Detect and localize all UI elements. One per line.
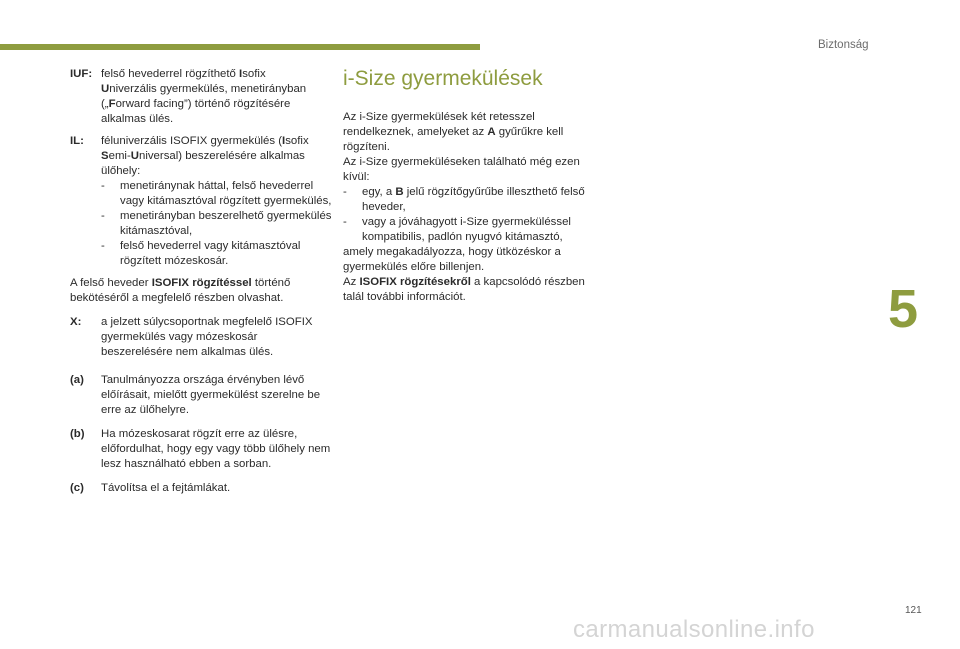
text-span: Az i-Size gyermekülések két retesszel rendelkeznek, amelyeket az [343,111,535,138]
text-span: A felső heveder [70,277,152,289]
note-key: (b) [70,428,85,440]
page-number: 121 [905,605,922,616]
text-span: a kapcsolódó részben talál további információt. [343,276,585,303]
bold-span: ISOFIX rögzítésekről [359,276,471,288]
note-text: Távolítsa el a fejtámlákat. [101,482,231,494]
paragraph [343,110,605,155]
chapter-number: 5 [888,279,919,339]
list-item-text [362,185,605,215]
bold-span: S [101,150,109,162]
bold-span: I [282,135,286,147]
list-item [101,239,332,269]
isofix-reference-paragraph [70,276,332,306]
bold-span: ISOFIX rögzítéssel [151,277,252,289]
text-span: sofix [242,68,266,80]
bold-span: B [395,186,404,198]
note-text: Tanulmányozza országa érvényben lévő előírásait, mielőtt gyermekülést szerelne be erre az ülőhelyre. [101,374,321,416]
list-item-text: felső hevederrel vagy kitámasztóval rögzített mózeskosár. [120,240,301,267]
note-c [70,481,332,496]
note-a [70,373,332,418]
bold-span: A [487,126,496,138]
dash-bullet: - [101,210,105,222]
section-title: Biztonság [818,39,869,51]
right-column [343,66,605,305]
list-item-text: menetiránynak háttal, felső hevederrel vagy kitámasztóval rögzített gyermekülés, [120,180,332,207]
note-key: (c) [70,482,84,494]
text-span: niversal) beszerelésére alkalmas ülőhely: [101,150,305,177]
bold-span: F [108,98,116,110]
list-item-text: vagy a jóváhagyott i-Size gyermeküléssel kompatibilis, padlón nyugvó kitámasztó, [362,216,571,243]
bold-span: I [239,68,243,80]
definition-key: IL: [70,135,84,147]
definition-text [101,134,332,269]
text-span: egy, a [362,186,396,198]
section-heading: i-Size gyermekülések [343,67,543,90]
dash-bullet: - [101,240,105,252]
list-item [343,185,605,215]
header-accent-bar [0,44,480,50]
list-item-text: menetirányban beszerelhető gyermekülés kitámasztóval, [120,210,332,237]
dash-bullet: - [343,216,347,228]
text-span: emi- [108,150,131,162]
note-key: (a) [70,374,84,386]
definition-key: IUF: [70,68,93,80]
definition-text [101,67,332,127]
list-item [101,209,332,239]
definition-il [70,134,332,269]
note-text: Ha mózeskosarat rögzít erre az ülésre, előfordulhat, hogy egy vagy több ülőhely nem lesz használható ebben a sorban. [101,428,331,470]
text-span: történő bekötéséről a megfelelő részben olvashat. [70,277,291,304]
note-b [70,427,332,472]
watermark: carmanualsonline.info [573,616,815,643]
text-span: jelű rögzítőgyűrűbe illeszthető felső heveder, [362,186,585,213]
text-span: niverzális gyermekülés, menetirányban („ [101,83,307,110]
paragraph [343,275,605,305]
text-span: féluniverzális ISOFIX gyermekülés ( [101,135,283,147]
dash-bullet: - [101,180,105,192]
list-item [101,179,332,209]
definition-text: a jelzett súlycsoportnak megfelelő ISOFIX gyermekülés vagy mózeskosár beszerelésére nem alkalmas ülés. [101,316,313,358]
definition-iuf [70,67,332,127]
text-span: felső hevederrel rögzíthető [101,68,240,80]
definition-x [70,315,332,360]
text-span: orward facing”) történő rögzítésére alkalmas ülés. [101,98,291,125]
text-span: Az [343,276,360,288]
bold-span: U [101,83,110,95]
bold-span: U [130,150,139,162]
left-column [70,67,332,505]
paragraph: Az i-Size gyermeküléseken található még ezen kívül: [343,156,580,183]
paragraph: amely megakadályozza, hogy ütközéskor a gyermekülés előre billenjen. [343,246,561,273]
definition-intro [101,134,332,179]
text-span: gyűrűkre kell rögzíteni. [343,126,564,153]
dash-bullet: - [343,186,347,198]
text-span: sofix [285,135,309,147]
list-item [343,215,605,245]
definition-key: X: [70,316,82,328]
